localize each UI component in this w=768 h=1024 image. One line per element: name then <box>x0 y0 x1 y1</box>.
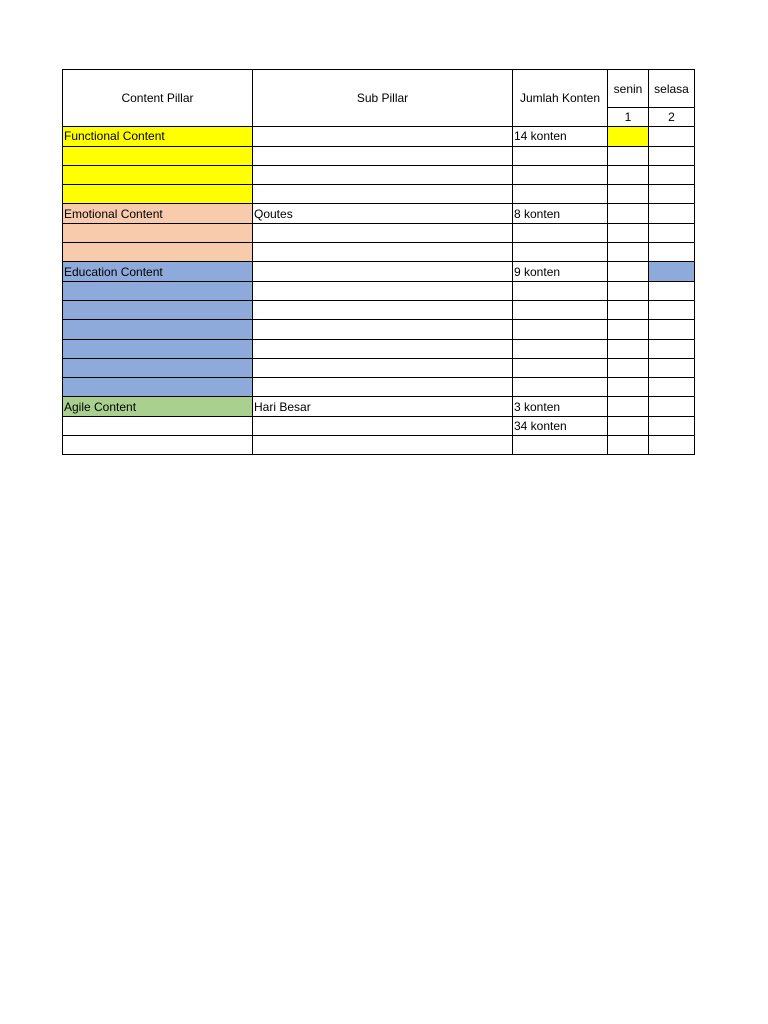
cell-day-2[interactable] <box>649 223 695 242</box>
cell-sub-pillar[interactable]: Hari Besar <box>253 397 513 416</box>
header-day-number: 2 <box>649 108 695 127</box>
cell-day-2[interactable] <box>649 339 695 358</box>
cell-day-1[interactable] <box>608 127 649 146</box>
cell-day-2[interactable] <box>649 204 695 223</box>
cell-day-1[interactable] <box>608 262 649 281</box>
table-row <box>63 339 695 358</box>
table-row <box>63 416 695 435</box>
cell-day-1[interactable] <box>608 243 649 262</box>
table-row <box>63 185 695 204</box>
cell-day-2[interactable] <box>649 397 695 416</box>
cell-content-pillar[interactable] <box>63 416 253 435</box>
cell-sub-pillar[interactable] <box>253 185 513 204</box>
cell-day-2[interactable] <box>649 281 695 300</box>
cell-jumlah-konten[interactable] <box>513 320 608 339</box>
cell-sub-pillar[interactable] <box>253 243 513 262</box>
header-day-name: senin <box>608 70 649 108</box>
cell-content-pillar[interactable]: Functional Content <box>63 127 253 146</box>
cell-day-2[interactable] <box>649 378 695 397</box>
cell-jumlah-konten[interactable]: 3 konten <box>513 397 608 416</box>
table-row <box>63 300 695 319</box>
cell-content-pillar[interactable]: Agile Content <box>63 397 253 416</box>
cell-day-1[interactable] <box>608 416 649 435</box>
table-header <box>63 70 695 127</box>
cell-sub-pillar[interactable] <box>253 127 513 146</box>
cell-jumlah-konten[interactable] <box>513 243 608 262</box>
cell-jumlah-konten[interactable] <box>513 185 608 204</box>
cell-jumlah-konten[interactable] <box>513 165 608 184</box>
cell-sub-pillar[interactable]: Qoutes <box>253 204 513 223</box>
header-sub-pillar: Sub Pillar <box>253 70 513 127</box>
cell-content-pillar[interactable] <box>63 436 253 455</box>
cell-day-2[interactable] <box>649 358 695 377</box>
cell-content-pillar[interactable]: Emotional Content <box>63 204 253 223</box>
cell-day-1[interactable] <box>608 320 649 339</box>
cell-jumlah-konten[interactable]: 9 konten <box>513 262 608 281</box>
header-day-name: selasa <box>649 70 695 108</box>
table-row <box>63 165 695 184</box>
cell-sub-pillar[interactable] <box>253 436 513 455</box>
cell-day-1[interactable] <box>608 397 649 416</box>
cell-day-1[interactable] <box>608 204 649 223</box>
header-day-number: 1 <box>608 108 649 127</box>
table-row <box>63 243 695 262</box>
cell-day-2[interactable] <box>649 262 695 281</box>
cell-content-pillar[interactable] <box>63 320 253 339</box>
cell-sub-pillar[interactable] <box>253 165 513 184</box>
cell-jumlah-konten[interactable] <box>513 281 608 300</box>
cell-content-pillar[interactable] <box>63 339 253 358</box>
cell-jumlah-konten[interactable]: 8 konten <box>513 204 608 223</box>
cell-content-pillar[interactable] <box>63 243 253 262</box>
cell-jumlah-konten[interactable] <box>513 339 608 358</box>
cell-day-2[interactable] <box>649 127 695 146</box>
cell-sub-pillar[interactable] <box>253 378 513 397</box>
header-jumlah-konten: Jumlah Konten <box>513 70 608 127</box>
cell-day-2[interactable] <box>649 300 695 319</box>
cell-day-2[interactable] <box>649 146 695 165</box>
cell-content-pillar[interactable] <box>63 146 253 165</box>
cell-sub-pillar[interactable] <box>253 416 513 435</box>
cell-day-1[interactable] <box>608 146 649 165</box>
cell-day-2[interactable] <box>649 320 695 339</box>
table-row <box>63 436 695 455</box>
table-row <box>63 397 695 416</box>
cell-content-pillar[interactable]: Education Content <box>63 262 253 281</box>
cell-day-2[interactable] <box>649 416 695 435</box>
cell-day-1[interactable] <box>608 358 649 377</box>
cell-day-2[interactable] <box>649 436 695 455</box>
cell-jumlah-konten[interactable] <box>513 436 608 455</box>
cell-day-1[interactable] <box>608 339 649 358</box>
cell-sub-pillar[interactable] <box>253 320 513 339</box>
cell-sub-pillar[interactable] <box>253 223 513 242</box>
cell-day-1[interactable] <box>608 281 649 300</box>
cell-day-1[interactable] <box>608 165 649 184</box>
cell-day-2[interactable] <box>649 165 695 184</box>
cell-content-pillar[interactable] <box>63 223 253 242</box>
cell-jumlah-konten[interactable] <box>513 300 608 319</box>
table-row <box>63 378 695 397</box>
cell-content-pillar[interactable] <box>63 165 253 184</box>
cell-sub-pillar[interactable] <box>253 300 513 319</box>
table-row <box>63 204 695 223</box>
cell-jumlah-konten[interactable] <box>513 146 608 165</box>
cell-sub-pillar[interactable] <box>253 358 513 377</box>
cell-sub-pillar[interactable] <box>253 281 513 300</box>
cell-content-pillar[interactable] <box>63 300 253 319</box>
table-row <box>63 358 695 377</box>
cell-content-pillar[interactable] <box>63 358 253 377</box>
cell-jumlah-konten[interactable] <box>513 378 608 397</box>
table-row <box>63 320 695 339</box>
cell-jumlah-konten[interactable] <box>513 358 608 377</box>
cell-day-1[interactable] <box>608 300 649 319</box>
content-plan-table <box>62 69 695 455</box>
cell-day-1[interactable] <box>608 223 649 242</box>
header-content-pillar: Content Pillar <box>63 70 253 127</box>
cell-jumlah-konten[interactable] <box>513 223 608 242</box>
table-row <box>63 281 695 300</box>
table-row <box>63 223 695 242</box>
cell-day-1[interactable] <box>608 185 649 204</box>
cell-content-pillar[interactable] <box>63 281 253 300</box>
cell-jumlah-konten[interactable]: 14 konten <box>513 127 608 146</box>
cell-day-1[interactable] <box>608 436 649 455</box>
cell-jumlah-konten[interactable]: 34 konten <box>513 416 608 435</box>
header-row-top <box>63 70 695 108</box>
cell-sub-pillar[interactable] <box>253 339 513 358</box>
cell-content-pillar[interactable] <box>63 378 253 397</box>
cell-day-1[interactable] <box>608 378 649 397</box>
cell-day-2[interactable] <box>649 243 695 262</box>
table-row <box>63 146 695 165</box>
cell-sub-pillar[interactable] <box>253 146 513 165</box>
cell-sub-pillar[interactable] <box>253 262 513 281</box>
table-row <box>63 262 695 281</box>
cell-content-pillar[interactable] <box>63 185 253 204</box>
table-row <box>63 127 695 146</box>
cell-day-2[interactable] <box>649 185 695 204</box>
table-body <box>63 127 695 455</box>
